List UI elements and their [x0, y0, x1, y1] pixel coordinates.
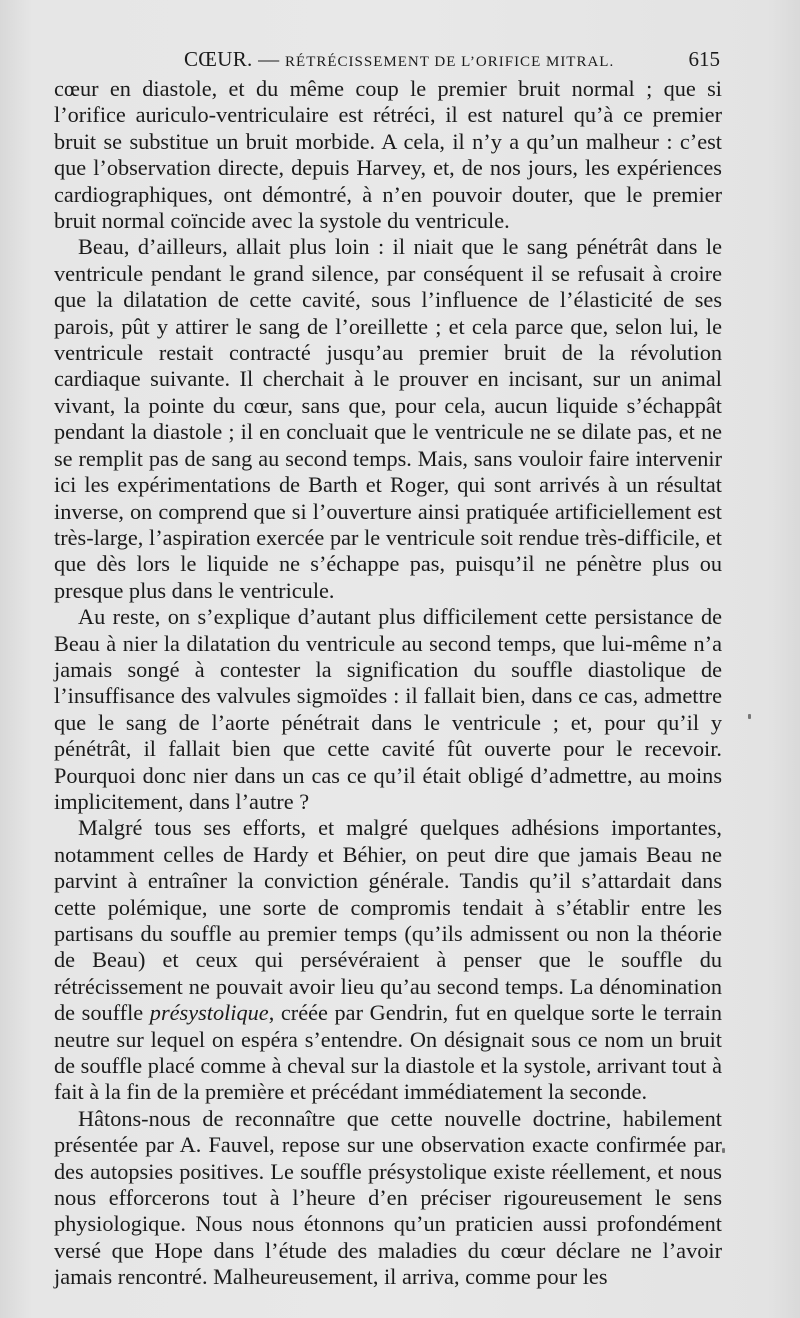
paragraph-3: Au reste, on s’explique d’autant plus difficilement cette persistance de Beau à nier la dilatation du ventricule au second temps, que lui-même n’a jamais songé à contester la signification du souffle diastolique de l’insuffisance des valvules sigmoïdes : il fallait bien, dans ce cas, admettre que le sang de l’aorte pénétrait dans le ventricule ; et, pour qu’il y pénétrât, il fallait bien que cette cavité fût ouverte pour le recevoir. Pourquoi donc nier dans un cas ce qu’il était obligé d’admettre, au moins implicitement, dans l’autre ?: [54, 604, 722, 814]
page-number: 615: [688, 47, 720, 71]
body-text: [54, 76, 722, 1291]
running-title-dash: —: [258, 47, 280, 71]
margin-speck: [722, 1148, 725, 1153]
running-header: [54, 44, 720, 74]
paragraph-2: Beau, d’ailleurs, allait plus loin : il niait que le sang pénétrât dans le ventricule pendant le grand silence, par conséquent il se refusait à croire que la dilatation de cette cavité, sous l’influence de l’élasticité de ses parois, pût y attirer le sang de l’oreillette ; et cela parce que, selon lui, le ventricule restait contracté jusqu’au premier bruit de la révolution cardiaque suivante. Il cherchait à le prouver en incisant, sur un animal vivant, la pointe du cœur, sans que, pour cela, aucun liquide s’échappât pendant la diastole ; il en concluait que le ventricule ne se dilate pas, et ne se remplit pas de sang au second temps. Mais, sans vouloir faire intervenir ici les expérimentations de Barth et Roger, qui sont arrivés à un résultat inverse, on comprend que si l’ouverture ainsi pratiquée artificiellement est très-large, l’aspiration exercée par le ventricule soit rendue très-difficile, et que dès lors le liquide ne s’échappe pas, puisqu’il ne pénètre plus ou presque plus dans le ventricule.: [54, 234, 722, 603]
paragraph-1: cœur en diastole, et du même coup le premier bruit normal ; que si l’orifice auriculo-ventriculaire est rétréci, il est naturel qu’à ce premier bruit se substitue un bruit morbide. A cela, il n’y a qu’un malheur : c’est que l’observation directe, depuis Harvey, et, de nos jours, les expériences cardiographiques, ont démontré, à n’en pouvoir douter, que le premier bruit normal coïncide avec la systole du ventricule.: [54, 76, 722, 234]
margin-speck: [748, 714, 751, 719]
paragraph-4-text-after: , créée par Gendrin, fut en quelque sorte le terrain neutre sur lequel on espéra s’entendre. On désignait sous ce nom un bruit de souffle placé comme à cheval sur la diastole et la systole, arrivant tout à fait à la fin de la première et précédant immédiatement la seconde.: [54, 1000, 722, 1105]
paragraph-4-text-before: Malgré tous ses efforts, et malgré quelques adhésions importantes, notamment celles de Hardy et Béhier, on peut dire que jamais Beau ne parvint à entraîner la conviction générale. Tandis qu’il s’attardait dans cette polémique, une sorte de compromis tendait à s’établir entre les partisans du souffle au premier temps (qu’ils admissent ou non la théorie de Beau) et ceux qui persévéraient à penser que le souffle du rétrécissement ne pouvait avoir lieu qu’au second temps. La dénomination de souffle: [54, 815, 722, 1026]
running-title-word: CŒUR.: [184, 47, 253, 71]
running-title-subject: RÉTRÉCISSEMENT DE L’ORIFICE MITRAL.: [285, 54, 615, 70]
paragraph-5: Hâtons-nous de reconnaître que cette nouvelle doctrine, habilement présentée par A. Fauvel, repose sur une observation exacte confirmée par des autopsies positives. Le souffle présystolique existe réellement, et nous nous efforcerons tout à l’heure d’en préciser rigoureusement le sens physiologique. Nous nous étonnons qu’un praticien aussi profondément versé que Hope dans l’étude des maladies du cœur déclare ne l’avoir jamais rencontré. Malheureusement, il arriva, comme pour les: [54, 1105, 722, 1290]
paragraph-4-emphasis: présystolique: [149, 1000, 269, 1026]
paragraph-4: [54, 815, 722, 1105]
running-title: [184, 44, 614, 77]
